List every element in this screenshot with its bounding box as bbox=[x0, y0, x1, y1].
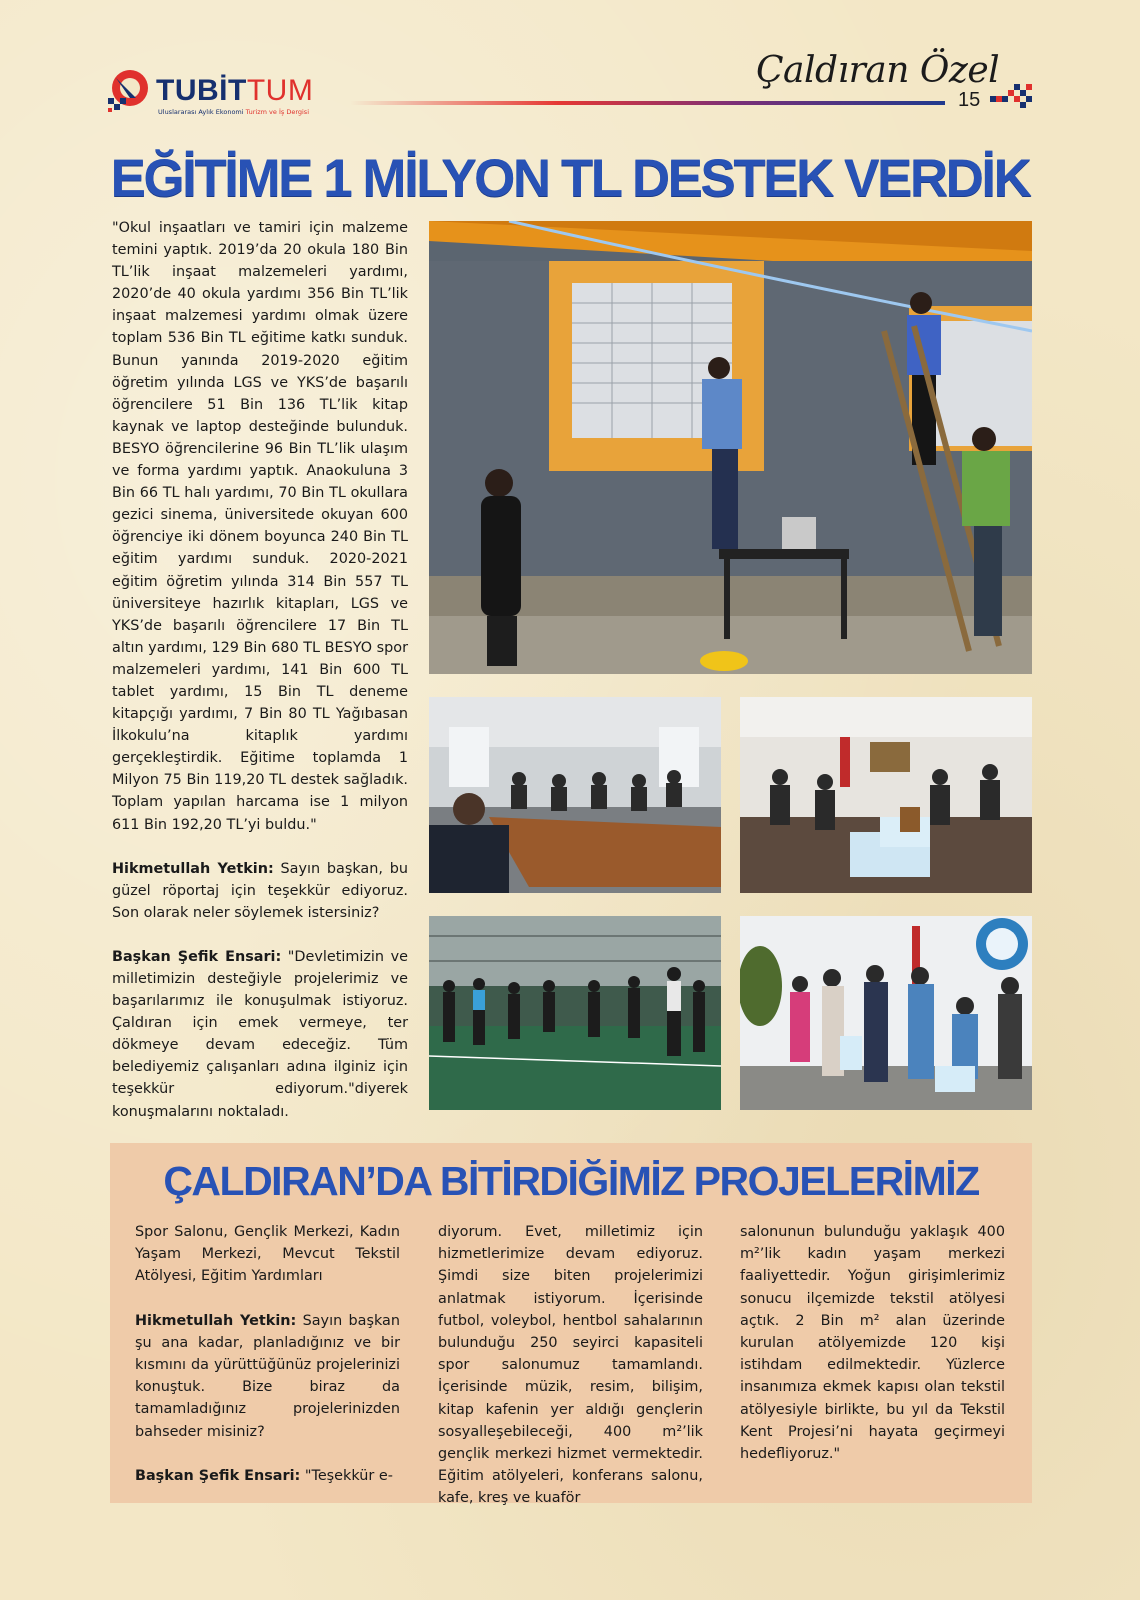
projects-title: ÇALDIRAN’DA BİTİRDİĞİMİZ PROJELERİMİZ bbox=[163, 1158, 979, 1204]
photo-volunteers-aid bbox=[740, 916, 1032, 1110]
projects-answer-end: salonunun bulunduğu yaklaşık 400 m²’lik kadın yaşam merkezi faaliyettedir. Yoğun girişimlerimiz sonucu ilçemizde tekstil atölyesi açtık. 2 Bin m² alan üzerinde kurulan atölyemizde 120 kişi istihdam edilmektedir. Yüzlerce insanımıza ekmek kapısı olan tekstil atölyesiyle birlikte, bu yıl da Tekstil Kent Projesi’ni hayata geçirmeyi hedefliyoruz." bbox=[740, 1224, 1005, 1463]
interviewer-name: Hikmetullah Yetkin: bbox=[135, 1312, 297, 1329]
mayor-name: Başkan Şefik Ensari: bbox=[135, 1467, 301, 1484]
projects-box bbox=[110, 1143, 1032, 1507]
projects-intro: Spor Salonu, Gençlik Merkezi, Kadın Yaşam Merkezi, Mevcut Tekstil Atölyesi, Eğitim Yardımları bbox=[135, 1224, 400, 1285]
mayor-name: Başkan Şefik Ensari: bbox=[112, 948, 282, 965]
logo-wordmark: TUBİTTUM bbox=[156, 74, 314, 107]
projects-column-1 bbox=[135, 1221, 400, 1509]
logo-tagline: Uluslararası Aylık Ekonomi Turizm ve İş Dergisi bbox=[158, 108, 309, 116]
projects-answer-mid: diyorum. Evet, milletimiz için hizmetlerimize devam ediyoruz. Şimdi size biten projelerimizi anlatmak istiyorum. İçerisinde futbol, voleybol, hentbol sahalarının bulunduğu 250 seyirci kapasiteli spor salonumuz tamamlandı. İçerisinde müzik, resim, bilişim, kitap kafenin yer aldığı gençlerin sosyalleşebileceği, 400 m²’lik gençlik merkezi hizmet vermektedir. Eğitim atölyeleri, konferans salonu, kafe, kreş ve kuaför bbox=[438, 1224, 703, 1507]
answer-paragraph: Başkan Şefik Ensari: "Devletimizin ve milletimizin desteğiyle projelerimiz ve başarılarımız ile konuşulmak istiyoruz. Çaldıran için emek vermeye, ter dökmeye devam edeceğiz. Tüm belediyemiz çalışanları adına ilginiz için teşekkür ediyorum."diyerek konuşmalarını noktaladı. bbox=[112, 948, 408, 1120]
photo-school-painting bbox=[429, 221, 1032, 674]
logo-emblem-icon bbox=[106, 68, 152, 114]
photo-sports-hall bbox=[429, 916, 721, 1110]
article-title: EĞİTİME 1 MİLYON TL DESTEK VERDİK bbox=[110, 149, 1030, 208]
projects-column-3 bbox=[740, 1221, 1005, 1487]
photo-meeting-room bbox=[429, 697, 721, 893]
page-number: 15 bbox=[958, 89, 981, 111]
section-title: Çaldıran Özel bbox=[756, 50, 1000, 91]
magazine-logo[interactable] bbox=[106, 68, 326, 118]
photo-gift-distribution bbox=[740, 697, 1032, 893]
question-paragraph: Hikmetullah Yetkin: Sayın başkan, bu güzel röportaj için teşekkür ediyoruz. Son olarak neler söylemek istersiniz? bbox=[112, 860, 408, 921]
article-body bbox=[112, 217, 408, 1145]
projects-column-2 bbox=[438, 1221, 703, 1532]
projects-answer-start: Başkan Şefik Ensari: "Teşekkür e- bbox=[135, 1467, 393, 1484]
header-rule bbox=[350, 101, 945, 105]
checker-flag-icon bbox=[990, 84, 1032, 110]
interviewer-name: Hikmetullah Yetkin: bbox=[112, 860, 274, 877]
lead-paragraph: "Okul inşaatları ve tamiri için malzeme temini yaptık. 2019’da 20 okula 180 Bin TL’lik inşaat malzemeleri yardımı, 2020’de 40 okula yardımı 356 Bin TL’lik inşaat malzemesi yardımı olmak üzere toplam 536 Bin TL eğitime katkı sunduk. Bunun yanında 2019-2020 eğitim öğretim yılında LGS ve YKS’de başarılı öğrencilere 51 Bin 136 TL’lik kitap kaynak ve laptop desteğinde bulunduk. BESYO öğrencilerine 96 Bin TL’lik ulaşım ve forma yardımı yaptık. Anaokuluna 3 Bin 66 TL halı yardımı, 70 Bin TL okullara gezici sinema, üniversitede okuyan 600 öğrenciye iki dönem boyunca 240 Bin TL eğitim yardımı sunduk. 2020-2021 eğitim öğretim yılında 314 Bin 557 TL üniversiteye hazırlık kitapları, LGS ve YKS’de başarılı öğrencilere 17 Bin TL altın yardımı, 129 Bin 680 TL BESYO spor malzemeleri yardımı, 141 Bin 600 TL tablet yardımı, 15 Bin TL deneme kitapçığı yardımı, 7 Bin 80 TL Yağıbasan İlkokulu’na kitaplık yardımı gerçekleştirdik. Eğitime toplamda 1 Milyon 75 Bin 119,20 TL destek sağladık. Toplam yapılan harcama ise 1 milyon 611 Bin 192,20 TL’yi buldu." bbox=[112, 220, 408, 833]
projects-question: Hikmetullah Yetkin: Sayın başkan şu ana kadar, planladığınız ve bir kısmını da yürüttüğünüz projelerinizi konuştuk. Bize biraz da tamamladığınız projelerinizden bahseder misiniz? bbox=[135, 1312, 400, 1440]
